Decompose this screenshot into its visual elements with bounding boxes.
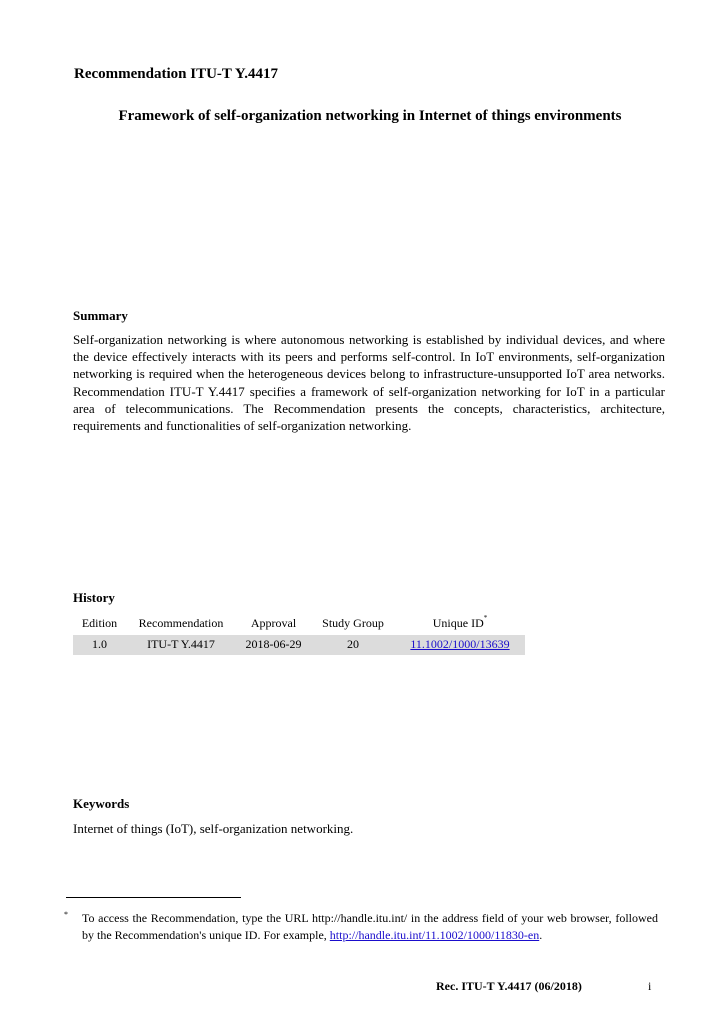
footnote-mark: *: [64, 910, 68, 919]
footnote-end: .: [539, 927, 543, 942]
document-title: Framework of self-organization networking in Internet of things environments: [118, 108, 622, 124]
unique-id-header: [395, 614, 525, 635]
study-group-cell: 20: [311, 635, 395, 655]
history-heading: History: [73, 590, 115, 605]
page-number: i: [648, 979, 652, 993]
edition-cell: 1.0: [73, 635, 126, 655]
recommendation-number: Recommendation ITU-T Y.4417: [74, 66, 279, 82]
unique-id-link[interactable]: 11.1002/1000/13639: [410, 637, 510, 651]
study-group-header: Study Group: [322, 616, 384, 630]
recommendation-header: Recommendation: [138, 616, 224, 630]
edition-header: Edition: [81, 616, 118, 630]
footer-reference: Rec. ITU-T Y.4417 (06/2018): [436, 979, 582, 993]
keywords-heading: Keywords: [73, 796, 130, 811]
history-table: [73, 614, 525, 655]
keywords-text: Internet of things (IoT), self-organization networking.: [73, 821, 354, 836]
unique-id-cell: [395, 635, 525, 655]
unique-id-footnote-mark: *: [483, 614, 488, 622]
approval-header: Approval: [250, 616, 297, 630]
unique-id-header-label: Unique ID: [432, 616, 484, 630]
recommendation-cell: ITU-T Y.4417: [126, 635, 236, 655]
example-link[interactable]: http://handle.itu.int/11.1002/1000/11830-en: [329, 927, 540, 942]
approval-cell: 2018-06-29: [236, 635, 311, 655]
history-header-row: [73, 614, 525, 635]
footnote-separator: [66, 897, 241, 898]
footnote-body: To access the Recommendation, type the URL http://handle.itu.int/ in the address field of your web browser, followed by the Recommendation's unique ID. For example,: [82, 911, 658, 942]
footnote-text: [82, 910, 658, 943]
summary-heading: Summary: [73, 308, 128, 323]
summary-text: Self-organization networking is where autonomous networking is established by individual devices, and where the device effectively interacts with its peers and performs self-control. In IoT environments, self-organization networking is required when the heterogeneous devices belong to infrastructure-unsupported IoT area networks. Recommendation ITU-T Y.4417 specifies a framework of self-organization networking for IoT in a particular area of telecommunications. The Recommendation presents the concepts, characteristics, architecture, requirements and functionalities of self-organization networking.: [73, 332, 665, 434]
table-row: [73, 635, 525, 655]
